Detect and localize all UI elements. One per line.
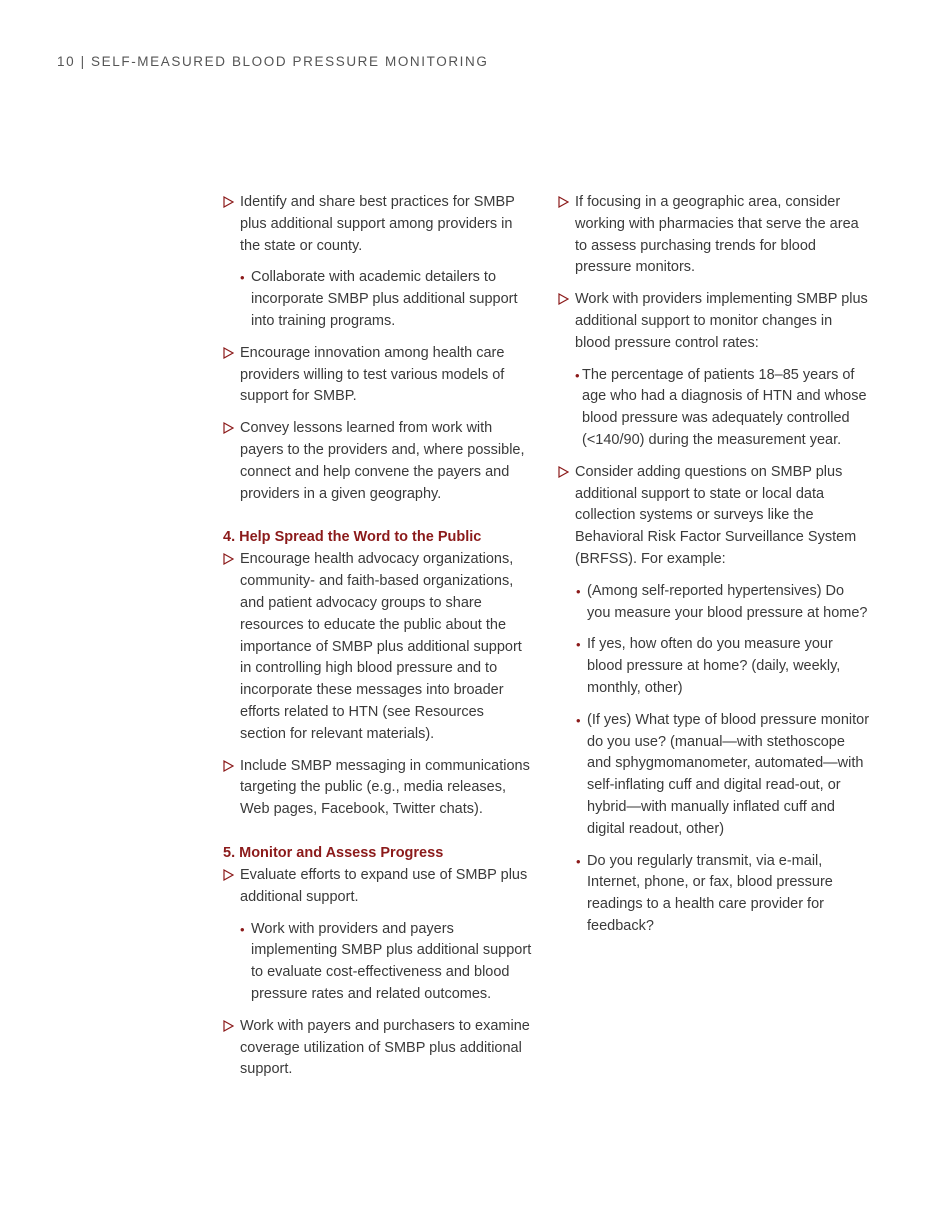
dot-bullet-icon: • (576, 583, 581, 599)
list-item (223, 865, 533, 909)
list-item-text: Work with providers and payers implementing SMBP plus additional support to evaluate cost-effectiveness and blood pressure rates and related outcomes. (251, 920, 532, 1002)
list-item-text: Identify and share best practices for SMBP plus additional support among providers in the state or county. (240, 194, 515, 254)
triangle-bullet-icon (223, 1020, 234, 1032)
question-item (558, 710, 870, 841)
list-item-text: Convey lessons learned from work with payers to the providers and, where possible, connect and help convene the payers and providers in a given geography. (240, 420, 525, 502)
triangle-bullet-icon (558, 293, 569, 305)
list-item-text: Include SMBP messaging in communications targeting the public (e.g., media releases, Web pages, Facebook, Twitter chats). (240, 757, 530, 818)
list-item-text: Collaborate with academic detailers to incorporate SMBP plus additional support into training programs. (251, 269, 518, 329)
triangle-bullet-icon (223, 347, 234, 359)
list-item-text: The percentage of patients 18–85 years of age who had a diagnosis of HTN and whose blood pressure was adequately controlled (<140/90) during the measurement year. (582, 366, 867, 448)
list-item-text: Work with providers implementing SMBP plus additional support to monitor changes in blood pressure control rates: (575, 291, 868, 351)
dot-bullet-icon: • (240, 270, 245, 286)
dot-bullet-icon: • (576, 712, 581, 728)
list-item (223, 1016, 533, 1081)
list-item-text: Encourage innovation among health care providers willing to test various models of support for SMBP. (240, 344, 505, 405)
triangle-bullet-icon (223, 422, 234, 434)
list-item (223, 549, 533, 745)
triangle-bullet-icon (223, 196, 234, 208)
running-head: 10 | SELF-MEASURED BLOOD PRESSURE MONITORING (57, 54, 489, 69)
question-text: (If yes) What type of blood pressure monitor do you use? (manual—with stethoscope and sphygmomanometer, automated—with self-inflating cuff and digital read-out, or hybrid—with manually inflated cuff and digital readout, other) (587, 711, 870, 837)
list-item (223, 192, 533, 257)
list-item-text: Encourage health advocacy organizations, community- and faith-based organizations, and patient advocacy groups to share resources to educate the public about the importance of SMBP plus additional support in controlling high blood pressure and to incorporate these messages into broader efforts related to HTN (see Resources section for relevant materials). (240, 551, 522, 742)
dot-bullet-icon: • (240, 921, 245, 937)
list-item (223, 418, 533, 505)
sub-list-item (223, 919, 533, 1006)
list-item (223, 756, 533, 821)
triangle-bullet-icon (223, 553, 234, 565)
dot-bullet-icon: • (576, 637, 581, 653)
question-text: Do you regularly transmit, via e-mail, Internet, phone, or fax, blood pressure readings to a health care provider for feedback? (587, 852, 833, 934)
sub-list-item (558, 365, 870, 452)
question-text: If yes, how often do you measure your blood pressure at home? (daily, weekly, monthly, other) (587, 636, 841, 696)
list-item (558, 289, 870, 354)
dot-bullet-icon: • (576, 853, 581, 869)
triangle-bullet-icon (558, 466, 569, 478)
sub-list-item (223, 267, 533, 332)
list-item-text: Evaluate efforts to expand use of SMBP plus additional support. (240, 866, 528, 905)
question-text: (Among self-reported hypertensives) Do you measure your blood pressure at home? (587, 582, 868, 621)
question-item (558, 634, 870, 699)
section-heading-5: 5. Monitor and Assess Progress (223, 844, 444, 861)
triangle-bullet-icon (223, 869, 234, 881)
list-item (223, 343, 533, 408)
list-item-text: Consider adding questions on SMBP plus additional support to state or local data collection systems or surveys like the Behavioral Risk Factor Surveillance System (BRFSS). For example: (575, 463, 857, 567)
question-item (558, 581, 870, 625)
section-heading-4: 4. Help Spread the Word to the Public (223, 529, 482, 546)
list-item-text: If focusing in a geographic area, consider working with pharmacies that serve the area to assess purchasing trends for blood pressure monitors. (575, 194, 859, 276)
list-item-text: Work with payers and purchasers to examine coverage utilization of SMBP plus additional support. (240, 1017, 530, 1078)
left-column (223, 192, 533, 1091)
triangle-bullet-icon (223, 760, 234, 772)
list-item (558, 462, 870, 571)
question-item (558, 851, 870, 938)
triangle-bullet-icon (558, 196, 569, 208)
list-item (558, 192, 870, 279)
right-column (558, 192, 870, 948)
dot-bullet-icon: • (575, 367, 580, 383)
